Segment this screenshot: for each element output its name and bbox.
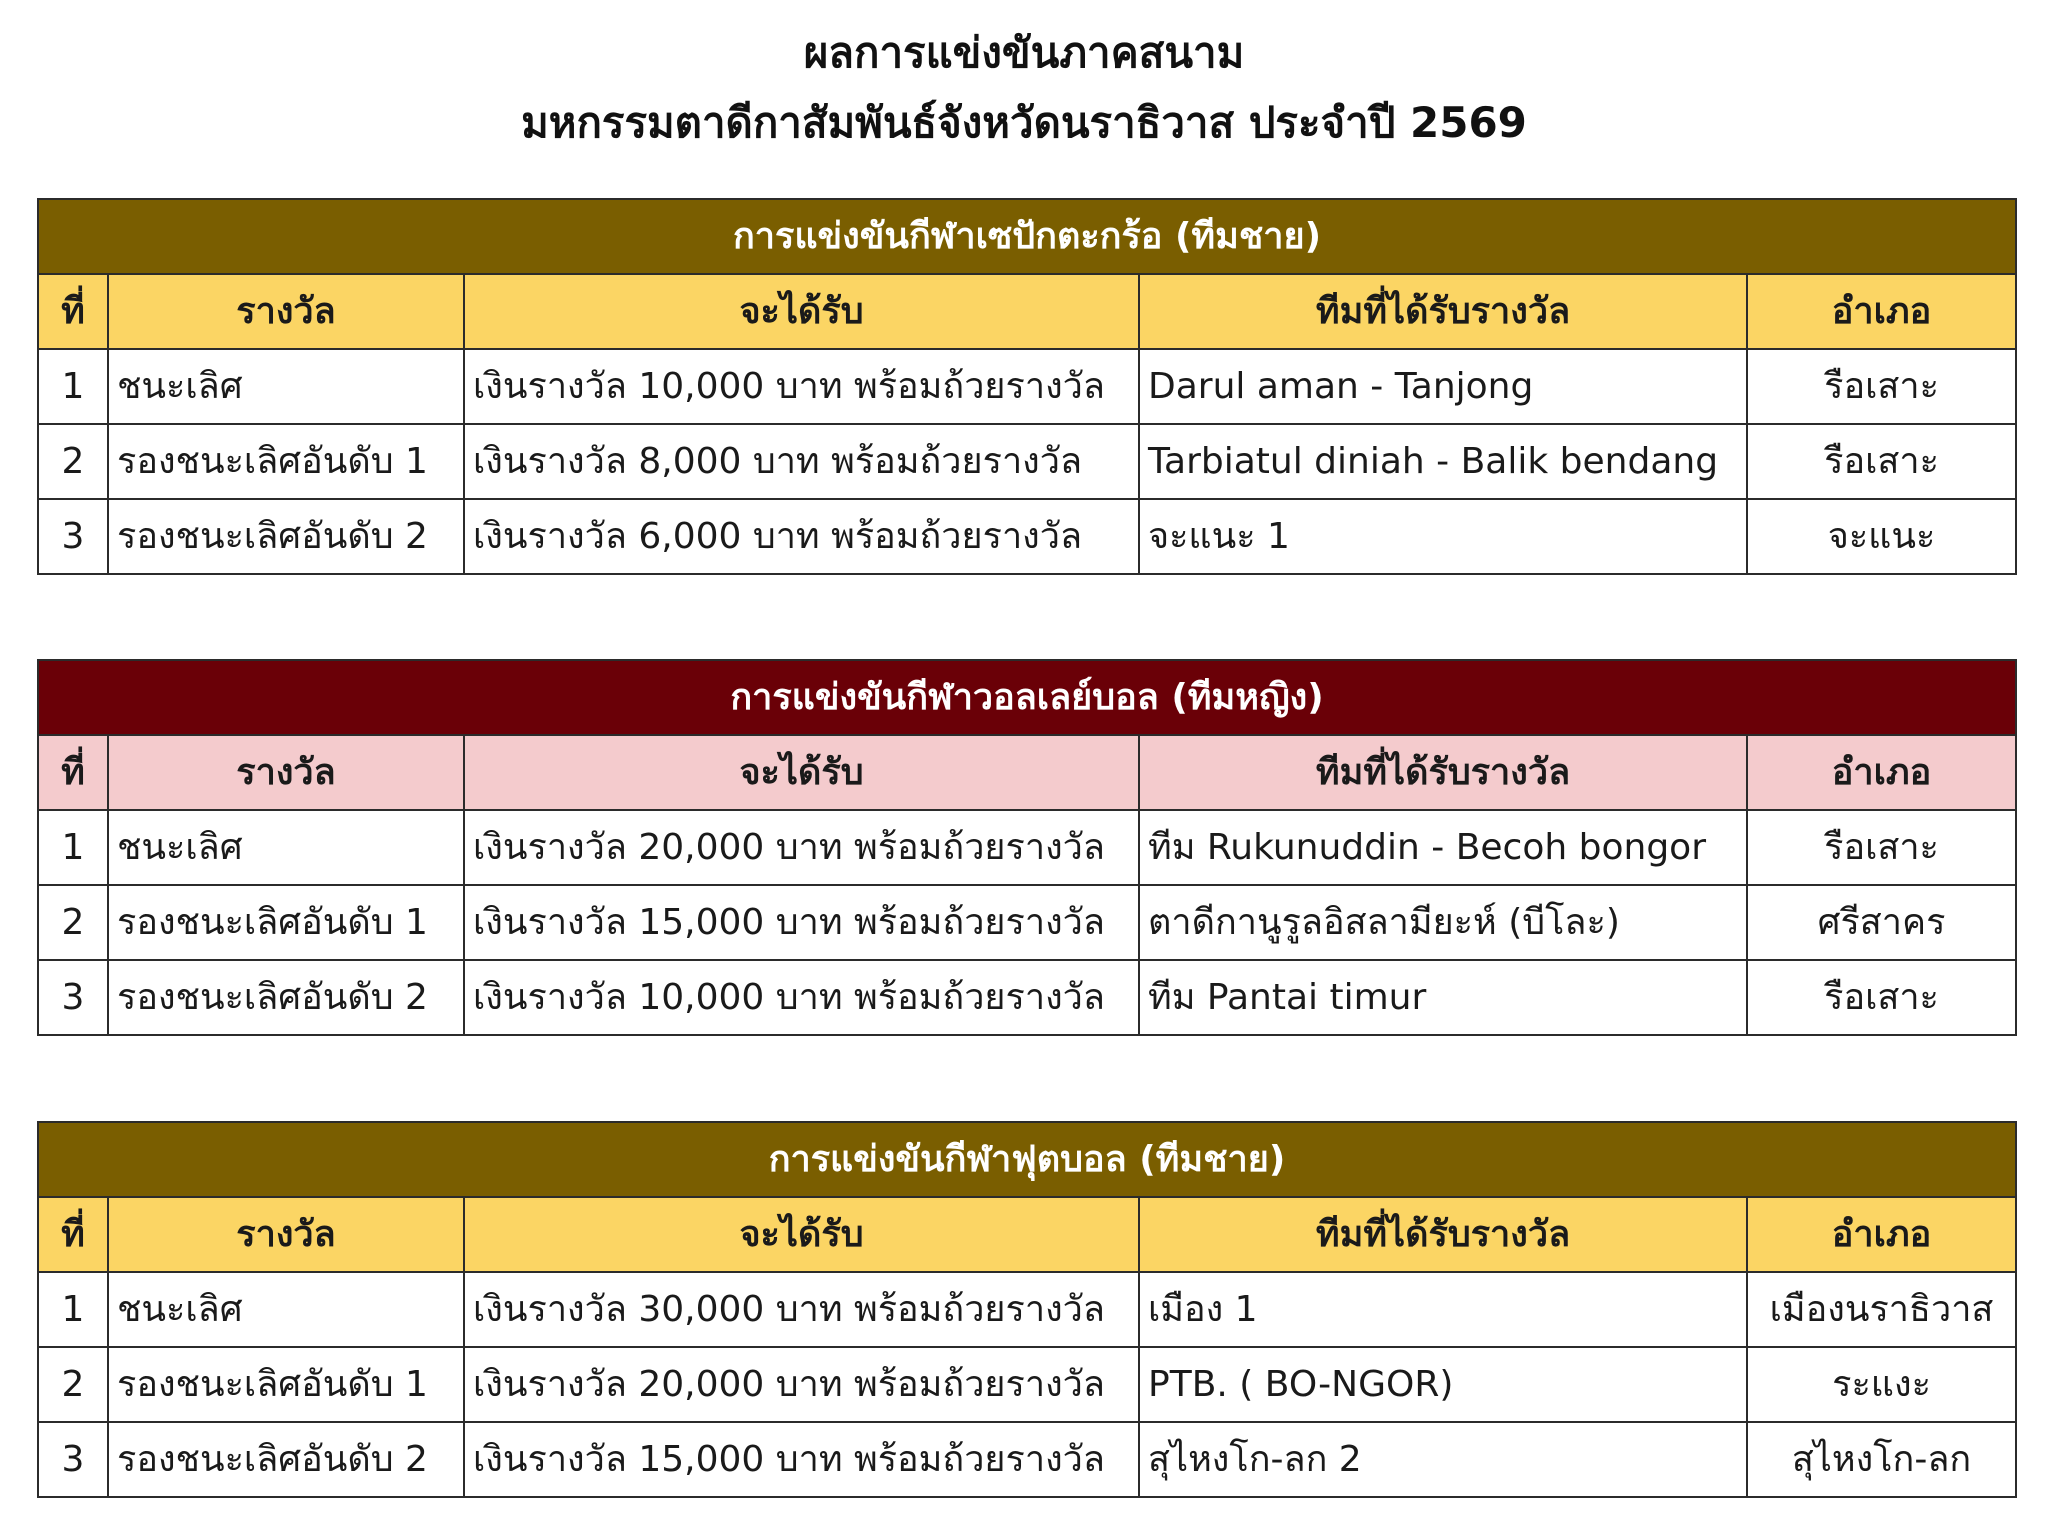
cell-prize: เงินรางวัล 20,000 บาท พร้อมถ้วยรางวัล (464, 1347, 1139, 1422)
header-team: ทีมที่ได้รับรางวัล (1139, 735, 1747, 810)
cell-no: 3 (38, 1422, 108, 1497)
cell-prize: เงินรางวัล 15,000 บาท พร้อมถ้วยรางวัล (464, 1422, 1139, 1497)
header-district: อำเภอ (1747, 1197, 2016, 1272)
cell-district: สุไหงโก-ลก (1747, 1422, 2016, 1497)
table-row (38, 810, 2016, 885)
cell-no: 3 (38, 960, 108, 1035)
cell-team: จะแนะ 1 (1139, 499, 1747, 574)
header-award: รางวัล (108, 1197, 464, 1272)
cell-team: ตาดีกานูรูลอิสลามียะห์ (บีโละ) (1139, 885, 1747, 960)
table-title: การแข่งขันกีฬาฟุตบอล (ทีมชาย) (38, 1122, 2016, 1197)
cell-award: รองชนะเลิศอันดับ 2 (108, 1422, 464, 1497)
cell-district: ระแงะ (1747, 1347, 2016, 1422)
cell-award: รองชนะเลิศอันดับ 1 (108, 1347, 464, 1422)
table-row (38, 424, 2016, 499)
cell-district: รือเสาะ (1747, 810, 2016, 885)
cell-district: จะแนะ (1747, 499, 2016, 574)
cell-district: เมืองนราธิวาส (1747, 1272, 2016, 1347)
cell-district: ศรีสาคร (1747, 885, 2016, 960)
cell-team: เมือง 1 (1139, 1272, 1747, 1347)
page-title: ผลการแข่งขันภาคสนาม (803, 28, 1245, 77)
cell-prize: เงินรางวัล 20,000 บาท พร้อมถ้วยรางวัล (464, 810, 1139, 885)
table-header-row (38, 735, 2016, 810)
cell-award: รองชนะเลิศอันดับ 1 (108, 424, 464, 499)
volleyball-results-table (37, 659, 2017, 1036)
page-header (0, 18, 2048, 158)
header-award: รางวัล (108, 735, 464, 810)
table-row (38, 960, 2016, 1035)
takraw-results-table (37, 198, 2017, 575)
cell-district: รือเสาะ (1747, 960, 2016, 1035)
cell-no: 2 (38, 1347, 108, 1422)
cell-prize: เงินรางวัล 30,000 บาท พร้อมถ้วยรางวัล (464, 1272, 1139, 1347)
cell-team: PTB. ( BO-NGOR) (1139, 1347, 1747, 1422)
header-prize: จะได้รับ (464, 735, 1139, 810)
cell-prize: เงินรางวัล 6,000 บาท พร้อมถ้วยรางวัล (464, 499, 1139, 574)
cell-district: รือเสาะ (1747, 424, 2016, 499)
header-no: ที่ (38, 1197, 108, 1272)
cell-award: รองชนะเลิศอันดับ 2 (108, 960, 464, 1035)
page-subtitle: มหกรรมตาดีกาสัมพันธ์จังหวัดนราธิวาส ประจำปี 2569 (521, 98, 1527, 147)
cell-no: 3 (38, 499, 108, 574)
header-award: รางวัล (108, 274, 464, 349)
cell-award: รองชนะเลิศอันดับ 1 (108, 885, 464, 960)
cell-no: 2 (38, 885, 108, 960)
cell-prize: เงินรางวัล 10,000 บาท พร้อมถ้วยรางวัล (464, 960, 1139, 1035)
cell-no: 1 (38, 349, 108, 424)
cell-team: Tarbiatul diniah - Balik bendang (1139, 424, 1747, 499)
table-row (38, 349, 2016, 424)
cell-prize: เงินรางวัล 8,000 บาท พร้อมถ้วยรางวัล (464, 424, 1139, 499)
table-title: การแข่งขันกีฬาเซปักตะกร้อ (ทีมชาย) (38, 199, 2016, 274)
cell-prize: เงินรางวัล 15,000 บาท พร้อมถ้วยรางวัล (464, 885, 1139, 960)
cell-award: ชนะเลิศ (108, 810, 464, 885)
cell-team: สุไหงโก-ลก 2 (1139, 1422, 1747, 1497)
table-row (38, 1272, 2016, 1347)
cell-district: รือเสาะ (1747, 349, 2016, 424)
table-title: การแข่งขันกีฬาวอลเลย์บอล (ทีมหญิง) (38, 660, 2016, 735)
cell-no: 1 (38, 1272, 108, 1347)
cell-prize: เงินรางวัล 10,000 บาท พร้อมถ้วยรางวัล (464, 349, 1139, 424)
header-prize: จะได้รับ (464, 274, 1139, 349)
football-results-table (37, 1121, 2017, 1498)
header-no: ที่ (38, 735, 108, 810)
cell-no: 1 (38, 810, 108, 885)
cell-team: ทีม Rukunuddin - Becoh bongor (1139, 810, 1747, 885)
table-header-row (38, 274, 2016, 349)
cell-team: ทีม Pantai timur (1139, 960, 1747, 1035)
cell-no: 2 (38, 424, 108, 499)
table-row (38, 499, 2016, 574)
cell-team: Darul aman - Tanjong (1139, 349, 1747, 424)
header-team: ทีมที่ได้รับรางวัล (1139, 274, 1747, 349)
header-team: ทีมที่ได้รับรางวัล (1139, 1197, 1747, 1272)
table-row (38, 1422, 2016, 1497)
table-header-row (38, 1197, 2016, 1272)
header-no: ที่ (38, 274, 108, 349)
header-district: อำเภอ (1747, 735, 2016, 810)
header-prize: จะได้รับ (464, 1197, 1139, 1272)
cell-award: ชนะเลิศ (108, 1272, 464, 1347)
table-row (38, 1347, 2016, 1422)
table-row (38, 885, 2016, 960)
cell-award: รองชนะเลิศอันดับ 2 (108, 499, 464, 574)
cell-award: ชนะเลิศ (108, 349, 464, 424)
header-district: อำเภอ (1747, 274, 2016, 349)
